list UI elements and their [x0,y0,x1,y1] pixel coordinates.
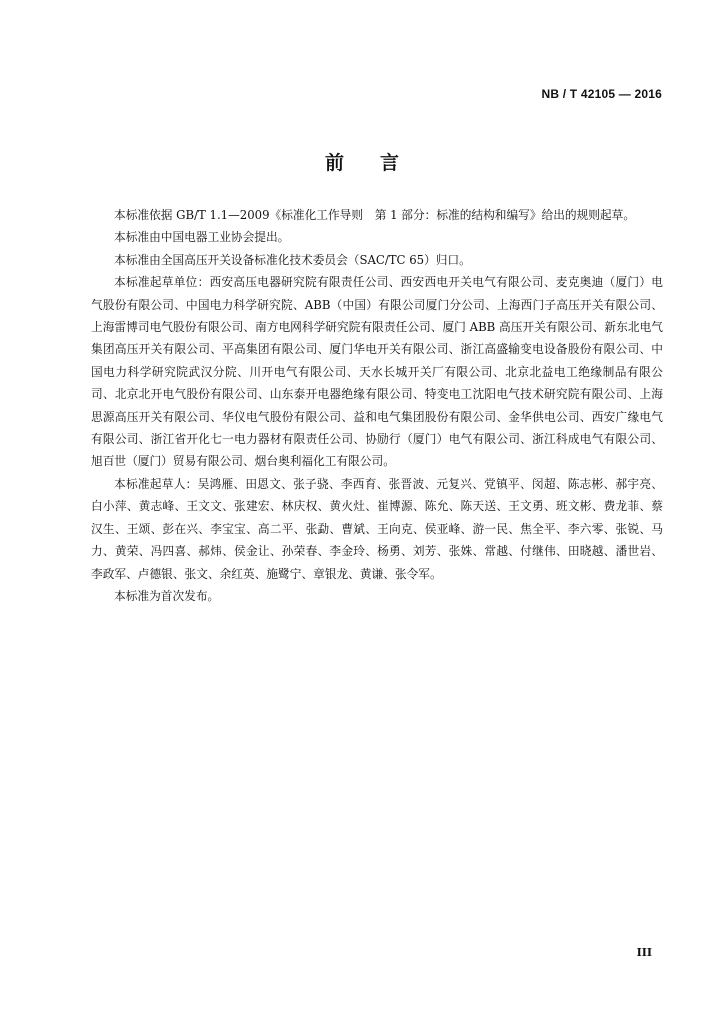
paragraph-proposer: 本标准由中国电器工业协会提出。 [114,230,290,245]
standard-code: NB / T 42105 — 2016 [541,87,662,101]
paragraph-drafting-rules: 本标准依据 GB/T 1.1—2009《标准化工作导则 第 1 部分：标准的结构和编写》给出的规则起草。 [114,208,636,222]
paragraph-first-release: 本标准为首次发布。 [114,588,220,603]
page-number: III [636,946,652,959]
page-title: 前言 [324,152,435,174]
paragraph-drafting-units: 本标准起草单位：西安高压电器研究院有限责任公司、西安西电开关电气有限公司、麦克奥迪（厦门）电气股份有限公司、中国电力科学研究院、ABB（中国）有限公司厦门分公司、上海西门子高压开关有限公司、上海雷博司电气股份有限公司、南方电网科学研究院有限责任公司、厦门 ABB 高压开关有限公司、新东北电气集团高压开关有限公司、平高集团有限公司、厦门华电开关有限公司、浙江高盛输变电设备股份有限公司、中国电力科学研究院武汉分院、川开电气有限公司、天水长城开关厂有限公司、北京北益电工绝缘制品有限公司、北京北开电气股份有限公司、山东泰开电器绝缘有限公司、特变电工沈阳电气技术研究院有限公司、上海思源高压开关有限公司、华仪电气股份有限公司、益和电气集团股份有限公司、金华供电公司、西安广缘电气有限公司、浙江省开化七一电力器材有限责任公司、协励行（厦门）电气有限公司、浙江科成电气有限公司、旭百世（厦门）贸易有限公司、烟台奥利福化工有限公司。 [91,275,663,469]
paragraph-committee: 本标准由全国高压开关设备标准化技术委员会（SAC/TC 65）归口。 [114,252,471,267]
paragraph-drafters: 本标准起草人：吴鸿雁、田恩文、张子骁、李西育、张晋波、元复兴、党镇平、闵超、陈志彬、郝宇亮、白小萍、黄志峰、王文文、张建宏、林庆权、黄火灶、崔博源、陈允、陈天送、王文勇、班文彬、费龙菲、蔡汉生、王颂、彭在兴、李宝宝、高二平、张勐、曹斌、王向克、侯亚峰、游一民、焦全平、李六零、张锐、马力、黄荣、冯四喜、郝炜、侯金让、孙荣春、李金玲、杨勇、刘芳、张姝、常越、付继伟、田晓越、潘世岩、李政军、卢德银、张文、余红英、施鹭宁、章银龙、黄谦、张令军。 [91,476,663,581]
foreword-body [91,204,663,607]
